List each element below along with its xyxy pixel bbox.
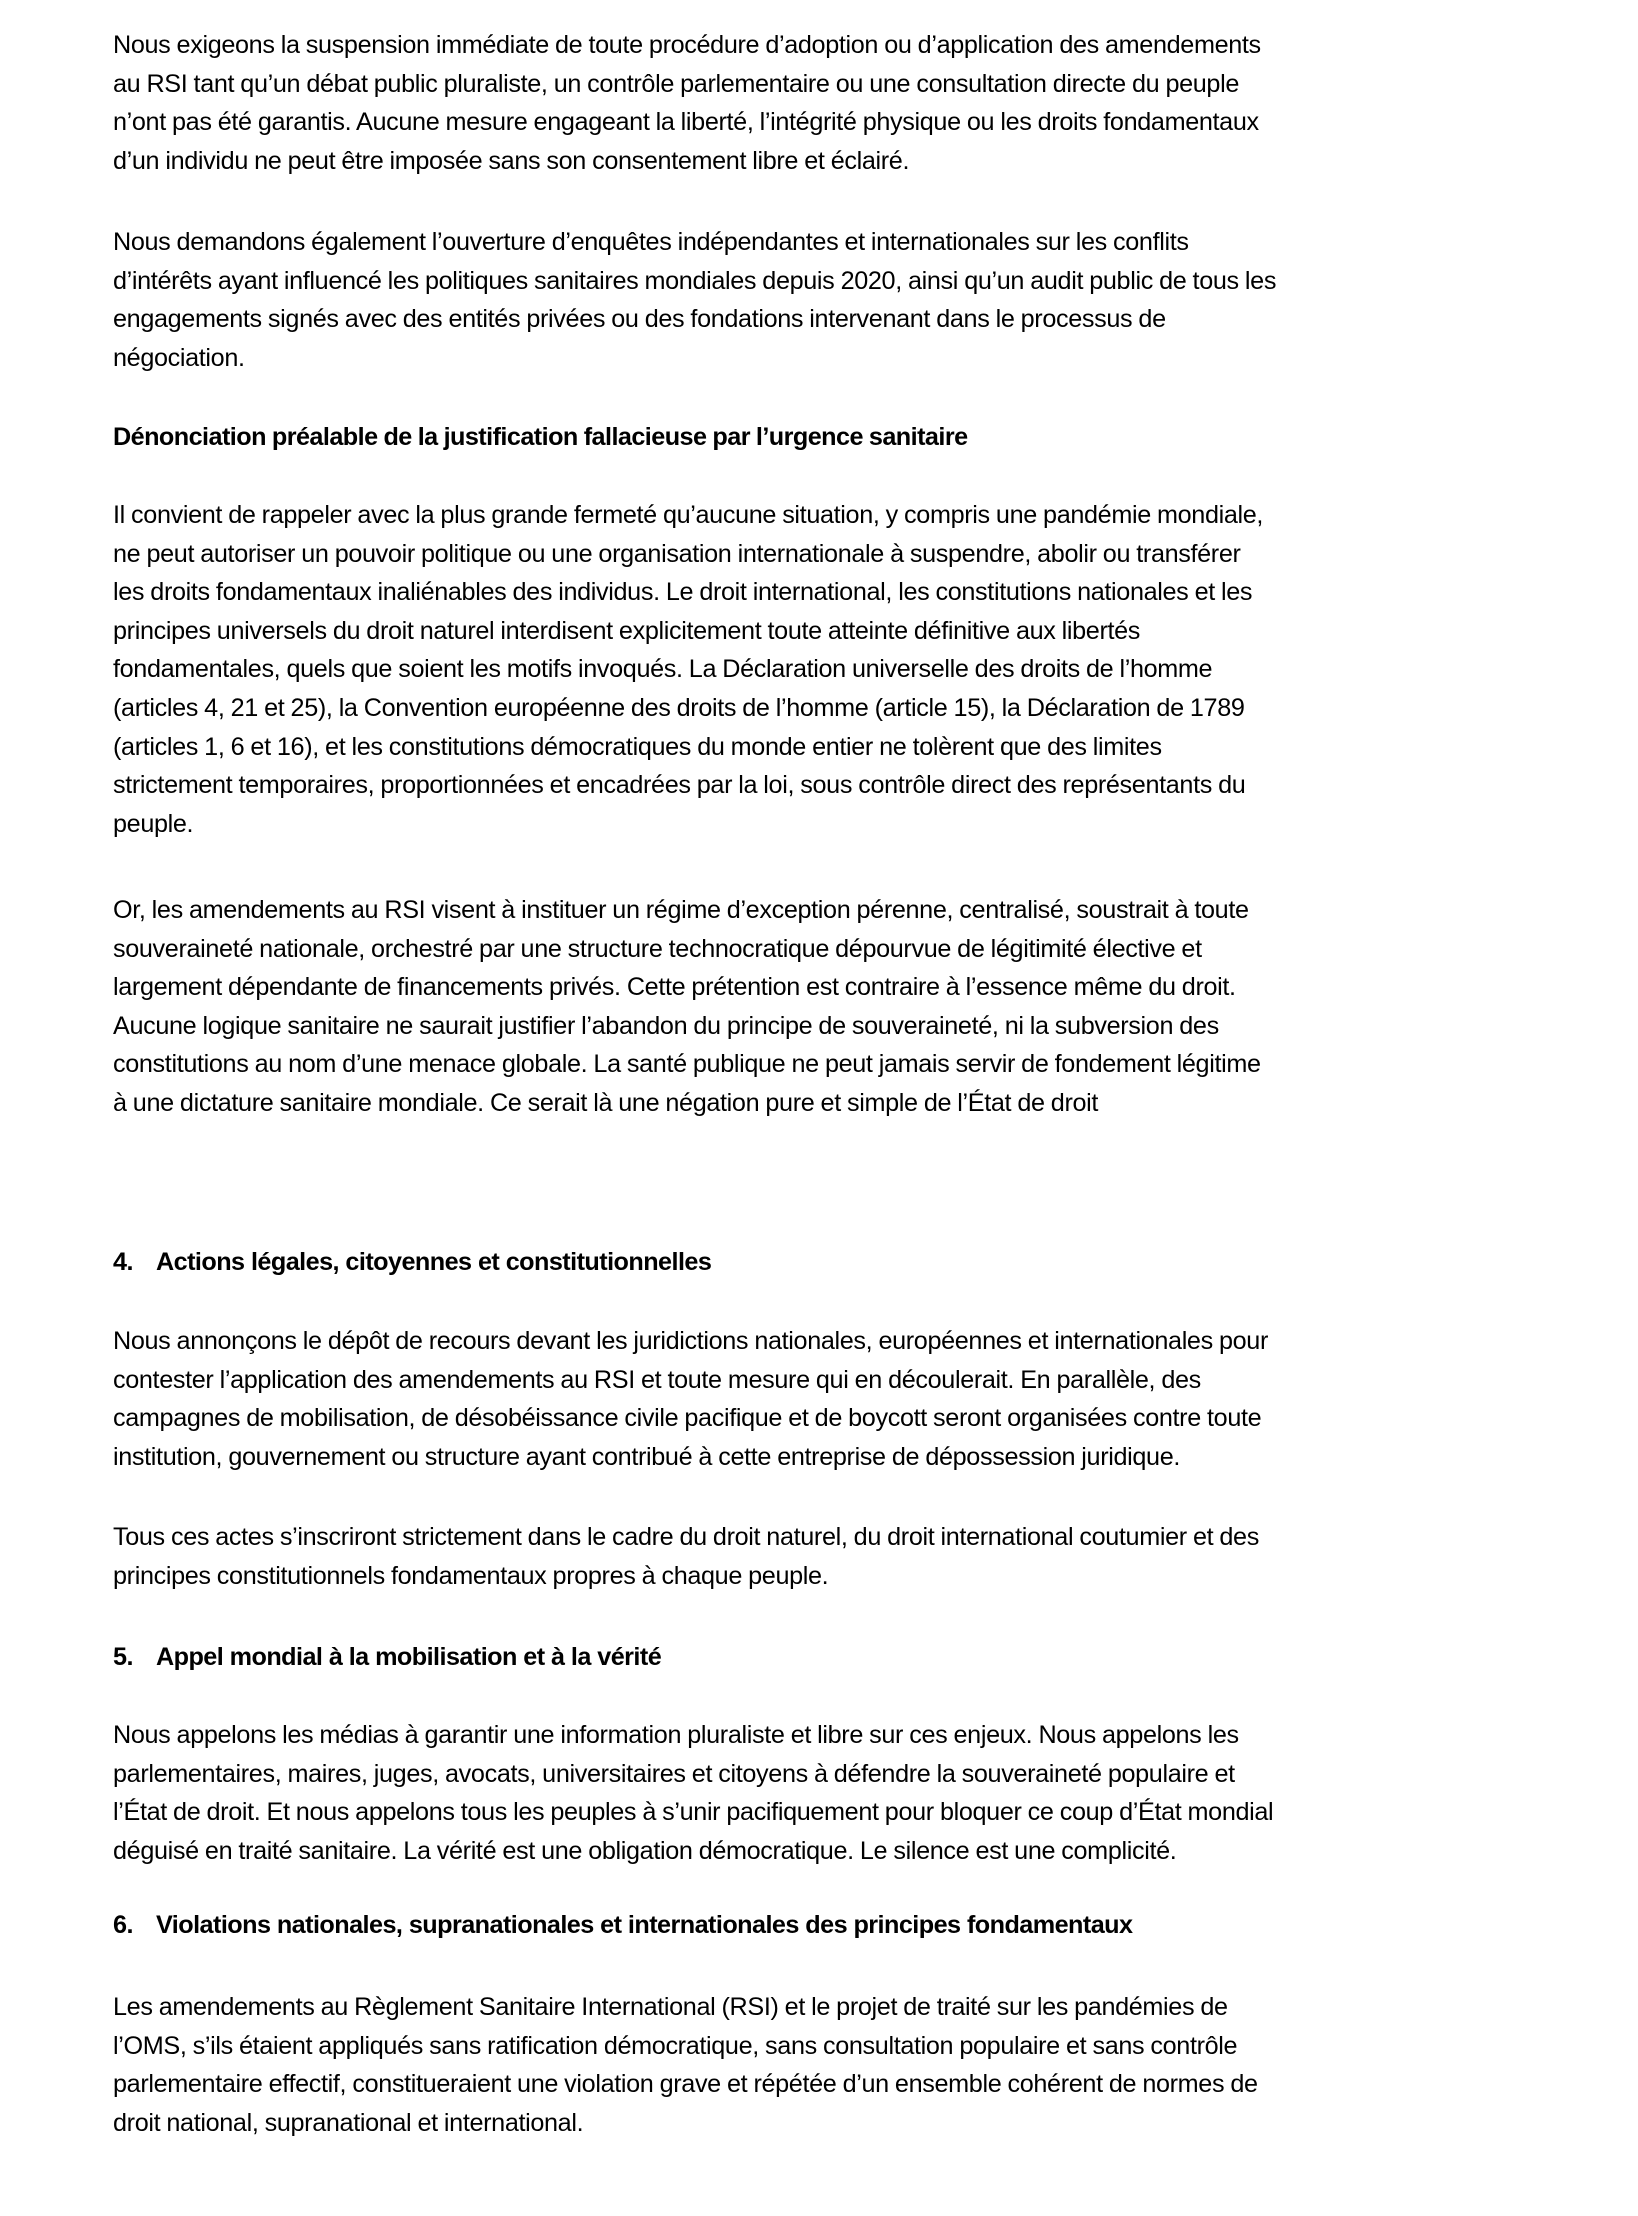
paragraph-fundamental-rights <box>113 496 1533 843</box>
text-line: parlementaires, maires, juges, avocats, universitaires et citoyens à défendre la souveraineté populaire et <box>113 1759 1235 1788</box>
section-title: Actions légales, citoyennes et constitutionnelles <box>156 1248 712 1276</box>
text-line: engagements signés avec des entités privées ou des fondations intervenant dans le processus de <box>113 305 1166 334</box>
paragraph-legal-actions <box>113 1322 1533 1476</box>
paragraph-legal-framework <box>113 1518 1533 1595</box>
paragraph-suspension-demand <box>113 26 1533 180</box>
text-line: d’un individu ne peut être imposée sans son consentement libre et éclairé. <box>113 146 910 175</box>
text-line: (articles 1, 6 et 16), et les constitutions démocratiques du monde entier ne tolèrent que des limites <box>113 732 1162 761</box>
text-line: déguisé en traité sanitaire. La vérité est une obligation démocratique. Le silence est une complicité. <box>113 1836 1177 1865</box>
text-line: Tous ces actes s’inscriront strictement dans le cadre du droit naturel, du droit international coutumier et des <box>113 1523 1259 1551</box>
text-line: (articles 4, 21 et 25), la Convention européenne des droits de l’homme (article 15), la Déclaration de 1789 <box>113 693 1245 722</box>
text-line: fondamentales, quels que soient les motifs invoqués. La Déclaration universelle des droits de l’homme <box>113 655 1213 684</box>
text-line: négociation. <box>113 343 245 372</box>
text-line: ne peut autoriser un pouvoir politique ou une organisation internationale à suspendre, abolir ou transférer <box>113 539 1241 568</box>
text-line: n’ont pas été garantis. Aucune mesure engageant la liberté, l’intégrité physique ou les droits fondamentaux <box>113 108 1259 137</box>
paragraph-violations <box>113 1988 1533 2142</box>
text-line: à une dictature sanitaire mondiale. Ce serait là une négation pure et simple de l’État de droit <box>113 1088 1099 1117</box>
text-line: droit national, supranational et international. <box>113 2108 584 2137</box>
text-line: Or, les amendements au RSI visent à instituer un régime d’exception pérenne, centralisé, soustrait à toute <box>113 896 1249 924</box>
text-line: au RSI tant qu’un débat public pluraliste, un contrôle parlementaire ou une consultation directe du peuple <box>113 69 1239 98</box>
section-title: Violations nationales, supranationales et internationales des principes fondamentaux <box>156 1911 1133 1939</box>
text-line: Nous exigeons la suspension immédiate de toute procédure d’adoption ou d’application des amendements <box>113 31 1261 59</box>
text-line: campagnes de mobilisation, de désobéissance civile pacifique et de boycott seront organisées contre toute <box>113 1404 1262 1433</box>
text-line: Nous appelons les médias à garantir une information pluraliste et libre sur ces enjeux. Nous appelons les <box>113 1721 1239 1749</box>
section-heading-4 <box>113 1243 1533 1282</box>
text-line: d’intérêts ayant influencé les politiques sanitaires mondiales depuis 2020, ainsi qu’un audit public de tous les <box>113 266 1277 295</box>
paragraph-mobilisation-call <box>113 1716 1533 1870</box>
section-heading-6 <box>113 1906 1533 1945</box>
subheading-text: Dénonciation préalable de la justification fallacieuse par l’urgence sanitaire <box>113 423 968 451</box>
text-line: Il convient de rappeler avec la plus grande fermeté qu’aucune situation, y compris une pandémie mondiale, <box>113 501 1264 529</box>
text-line: principes constitutionnels fondamentaux propres à chaque peuple. <box>113 1561 829 1590</box>
text-line: largement dépendante de financements privés. Cette prétention est contraire à l’essence même du droit. <box>113 973 1236 1002</box>
paragraph-exception-regime <box>113 891 1533 1123</box>
text-line: parlementaire effectif, constitueraient une violation grave et répétée d’un ensemble cohérent de normes de <box>113 2070 1258 2099</box>
section-heading-5 <box>113 1638 1533 1677</box>
section-title: Appel mondial à la mobilisation et à la vérité <box>156 1643 662 1671</box>
text-line: strictement temporaires, proportionnées et encadrées par la loi, sous contrôle direct des représentants du <box>113 771 1246 800</box>
section-number: 6. <box>113 1911 133 1939</box>
text-line: les droits fondamentaux inaliénables des individus. Le droit international, les constitutions nationales et les <box>113 578 1253 607</box>
text-line: institution, gouvernement ou structure ayant contribué à cette entreprise de dépossession juridique. <box>113 1442 1181 1471</box>
text-line: Les amendements au Règlement Sanitaire International (RSI) et le projet de traité sur les pandémies de <box>113 1993 1228 2021</box>
paragraph-investigation-demand <box>113 223 1533 377</box>
text-line: l’OMS, s’ils étaient appliqués sans ratification démocratique, sans consultation populaire et sans contrôle <box>113 2031 1238 2060</box>
section-number: 5. <box>113 1643 133 1671</box>
text-line: l’État de droit. Et nous appelons tous les peuples à s’unir pacifiquement pour bloquer ce coup d’État mondial <box>113 1798 1274 1827</box>
section-number: 4. <box>113 1248 133 1276</box>
text-line: Aucune logique sanitaire ne saurait justifier l’abandon du principe de souveraineté, ni la subversion des <box>113 1011 1219 1040</box>
text-line: Nous annonçons le dépôt de recours devant les juridictions nationales, européennes et internationales pour <box>113 1327 1268 1355</box>
text-line: peuple. <box>113 809 194 838</box>
text-line: Nous demandons également l’ouverture d’enquêtes indépendantes et internationales sur les conflits <box>113 228 1189 256</box>
text-line: souveraineté nationale, orchestré par une structure technocratique dépourvue de légitimité élective et <box>113 934 1202 963</box>
text-line: contester l’application des amendements au RSI et toute mesure qui en découlerait. En parallèle, des <box>113 1365 1201 1394</box>
subheading-denonciation <box>113 418 1533 457</box>
text-line: principes universels du droit naturel interdisent explicitement toute atteinte définitive aux libertés <box>113 616 1141 645</box>
text-line: constitutions au nom d’une menace globale. La santé publique ne peut jamais servir de fondement légitime <box>113 1050 1261 1079</box>
